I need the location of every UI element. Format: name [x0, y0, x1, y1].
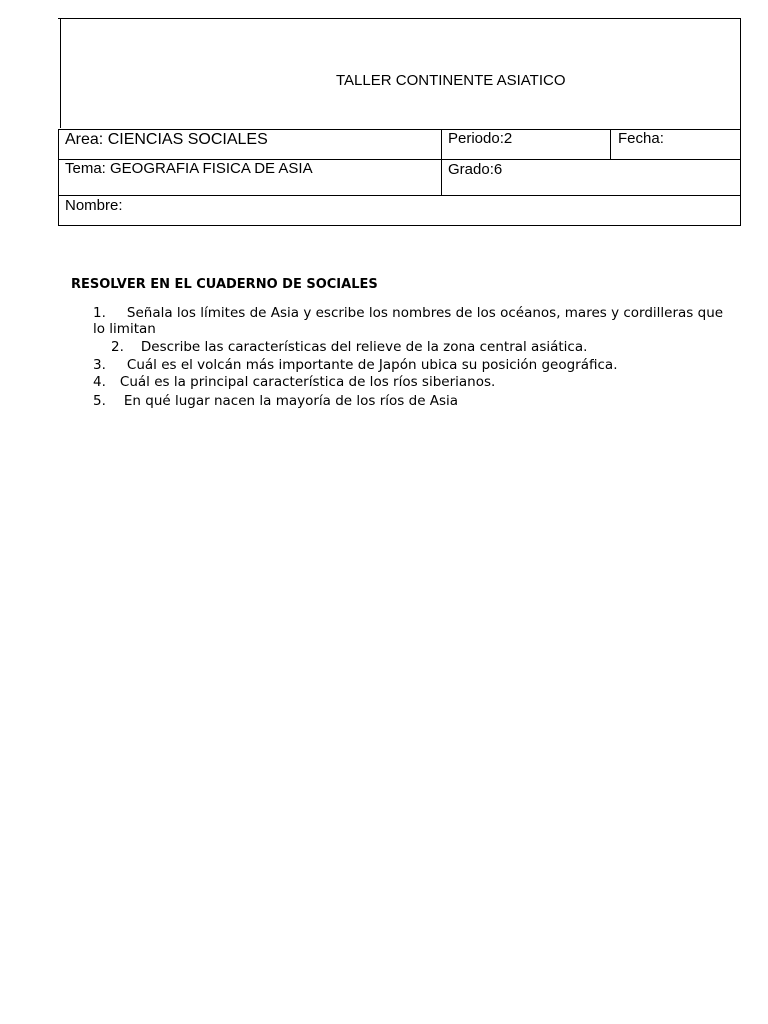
- question-5: [93, 393, 458, 409]
- question-text: Describe las características del relieve de la zona central asiática.: [140, 339, 588, 355]
- question-3: [93, 357, 618, 373]
- question-text: Señala los límites de Asia y escribe los nombres de los océanos, mares y cordilleras que: [126, 305, 724, 321]
- question-1-continuation: lo limitan: [93, 321, 156, 337]
- question-number: 2.: [111, 339, 124, 355]
- header-left-border-top: [60, 18, 61, 128]
- periodo-field: Periodo:2: [448, 130, 513, 147]
- question-4: [93, 374, 495, 390]
- question-number: 4.: [93, 374, 106, 390]
- question-number: 1.: [93, 305, 106, 321]
- fecha-field: Fecha:: [618, 130, 664, 147]
- header-left-border-bottom: [58, 129, 59, 226]
- question-number: 5.: [93, 393, 106, 409]
- area-field: Area: CIENCIAS SOCIALES: [65, 131, 268, 148]
- question-text: En qué lugar nacen la mayoría de los ríos de Asia: [123, 393, 459, 409]
- question-number: 3.: [93, 357, 106, 373]
- question-text: Cuál es la principal característica de los ríos siberianos.: [119, 374, 496, 390]
- row-divider-3: [58, 195, 741, 196]
- document-title: TALLER CONTINENTE ASIATICO: [336, 72, 566, 89]
- column-divider-2: [610, 129, 611, 159]
- column-divider-1: [441, 129, 442, 195]
- grado-field: Grado:6: [448, 161, 503, 178]
- tema-field: Tema: GEOGRAFIA FISICA DE ASIA: [65, 160, 313, 177]
- instructions-heading: RESOLVER EN EL CUADERNO DE SOCIALES: [71, 277, 378, 292]
- question-2: [111, 339, 587, 355]
- question-text: Cuál es el volcán más importante de Japón ubica su posición geográfica.: [126, 357, 618, 373]
- question-1: [93, 305, 723, 321]
- nombre-field: Nombre:: [65, 197, 123, 214]
